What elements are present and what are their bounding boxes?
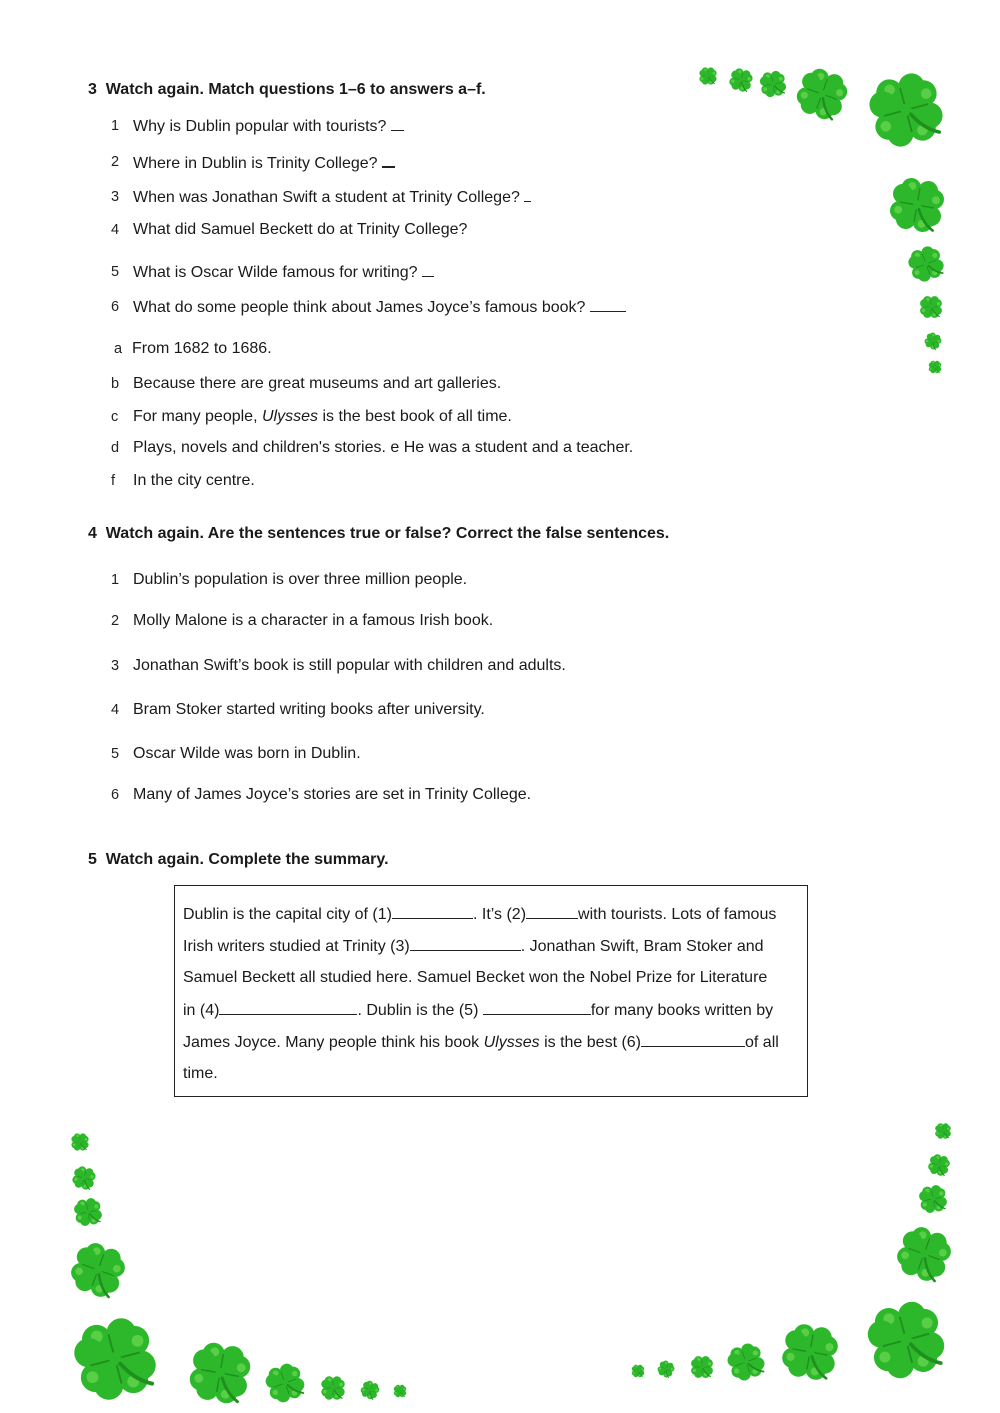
summary-blank-1[interactable] — [392, 904, 473, 919]
question-number: 2 — [111, 154, 120, 170]
question-text: Where in Dublin is Trinity College? — [133, 155, 378, 172]
sentence-4: Bram Stoker started writing books after university. — [133, 701, 485, 718]
answer-letter: f — [111, 473, 116, 489]
question-text: Why is Dublin popular with tourists? — [133, 118, 387, 135]
sentence-number: 2 — [111, 613, 120, 629]
summary-text: time. — [183, 1065, 218, 1082]
shamrock-icon — [933, 1121, 953, 1141]
question-number: 1 — [111, 118, 120, 134]
shamrock-icon — [359, 1379, 381, 1401]
sentence-number: 6 — [111, 787, 120, 803]
summary-blank-6[interactable] — [641, 1032, 745, 1047]
sentence-1: Dublin’s population is over three million people. — [133, 571, 468, 588]
shamrock-icon — [70, 1164, 98, 1192]
sentence-number: 5 — [111, 746, 120, 762]
shamrock-icon — [776, 1318, 844, 1386]
shamrock-icon — [916, 1182, 950, 1216]
exercise-4-title: Watch again. Are the sentences true or false? Correct the false sentences. — [105, 525, 670, 542]
sentence-number: 3 — [111, 658, 120, 674]
sentence-3: Jonathan Swift’s book is still popular with children and adults. — [133, 657, 566, 674]
shamrock-icon — [697, 65, 719, 87]
shamrock-icon — [262, 1360, 308, 1406]
exercise-5-heading — [88, 850, 389, 870]
summary-line-6 — [183, 1064, 218, 1084]
summary-line-4 — [183, 1000, 773, 1021]
summary-text: for many books written by — [590, 1002, 774, 1019]
summary-line-2 — [183, 936, 764, 957]
shamrock-icon — [318, 1373, 348, 1403]
question-4 — [133, 220, 467, 240]
answer-blank[interactable] — [391, 116, 404, 131]
summary-blank-4[interactable] — [219, 1000, 357, 1015]
exercise-3-heading — [88, 80, 486, 100]
summary-text: James Joyce. Many people think his book — [183, 1034, 480, 1051]
summary-blank-2[interactable] — [526, 904, 578, 919]
question-text: When was Jonathan Swift a student at Trinity College? — [133, 189, 520, 206]
summary-text: in (4) — [183, 1002, 220, 1019]
exercise-4-heading — [88, 524, 669, 544]
shamrock-icon — [926, 1152, 952, 1178]
answer-a: From 1682 to 1686. — [132, 340, 272, 357]
shamrock-icon — [905, 243, 947, 285]
summary-text: Dublin is the capital city of (1) — [183, 906, 392, 923]
answer-letter: d — [111, 440, 120, 456]
shamrock-icon — [630, 1363, 646, 1379]
answer-text: is the best book of all time. — [322, 408, 512, 425]
summary-line-3 — [183, 968, 767, 988]
question-text: What is Oscar Wilde famous for writing? — [133, 264, 418, 281]
answer-letter: a — [114, 341, 123, 357]
sentence-2: Molly Malone is a character in a famous Irish book. — [133, 612, 494, 629]
shamrock-icon — [923, 331, 943, 351]
answer-c — [133, 407, 512, 427]
shamrock-icon — [71, 1195, 105, 1229]
exercise-5-title: Watch again. Complete the summary. — [105, 851, 389, 868]
summary-text: Samuel Beckett all studied here. Samuel Becket won the Nobel Prize for Literature — [183, 969, 768, 986]
question-3 — [133, 187, 531, 208]
answer-d: Plays, novels and children's stories. e He was a student and a teacher. — [133, 439, 634, 456]
exercise-3-number: 3 — [88, 81, 97, 98]
summary-text: . Jonathan Swift, Bram Stoker and — [520, 938, 764, 955]
question-6 — [133, 297, 626, 318]
shamrock-icon — [724, 1340, 768, 1384]
summary-blank-5[interactable] — [483, 1000, 591, 1015]
shamrock-icon — [392, 1383, 408, 1399]
shamrock-icon — [862, 66, 950, 154]
exercise-5-number: 5 — [88, 851, 97, 868]
answer-blank[interactable] — [590, 297, 626, 312]
question-number: 3 — [111, 189, 120, 205]
shamrock-icon — [927, 359, 943, 375]
answer-blank[interactable] — [382, 152, 395, 168]
summary-line-1 — [183, 904, 776, 925]
summary-text: . It’s (2) — [472, 906, 527, 923]
summary-line-5 — [183, 1032, 779, 1053]
shamrock-icon — [66, 1238, 130, 1302]
summary-text: of all — [745, 1034, 779, 1051]
answer-blank[interactable] — [422, 262, 434, 277]
shamrock-icon — [792, 64, 852, 124]
answer-letter: b — [111, 376, 120, 392]
shamrock-icon — [757, 68, 789, 100]
shamrock-icon — [892, 1222, 956, 1286]
question-text: What do some people think about James Joyce’s famous book? — [133, 299, 586, 316]
exercise-3-title: Watch again. Match questions 1–6 to answers a–f. — [105, 81, 486, 98]
summary-text: . Dublin is the (5) — [357, 1002, 479, 1019]
question-1 — [133, 116, 404, 137]
question-5 — [133, 262, 434, 283]
book-title: Ulysses — [261, 408, 318, 425]
shamrock-icon — [688, 1353, 716, 1381]
exercise-4-number: 4 — [88, 525, 97, 542]
shamrock-icon — [656, 1359, 676, 1379]
shamrock-icon — [860, 1294, 952, 1386]
sentence-number: 1 — [111, 572, 120, 588]
shamrock-icon — [69, 1131, 91, 1153]
summary-text: with tourists. Lots of famous — [578, 906, 777, 923]
answer-text: For many people, — [133, 408, 258, 425]
question-2 — [133, 152, 395, 174]
question-number: 6 — [111, 299, 120, 315]
sentence-5: Oscar Wilde was born in Dublin. — [133, 745, 361, 762]
answer-blank[interactable] — [524, 187, 531, 202]
answer-f: In the city centre. — [133, 472, 255, 489]
sentence-number: 4 — [111, 702, 120, 718]
question-text: What did Samuel Beckett do at Trinity College? — [133, 221, 468, 238]
summary-text: is the best (6) — [544, 1034, 642, 1051]
summary-box — [174, 885, 808, 1097]
summary-blank-3[interactable] — [410, 936, 521, 951]
book-title: Ulysses — [483, 1034, 540, 1051]
sentence-6: Many of James Joyce’s stories are set in Trinity College. — [133, 786, 532, 803]
answer-b: Because there are great museums and art galleries. — [133, 375, 502, 392]
question-number: 4 — [111, 222, 120, 238]
shamrock-icon — [917, 293, 945, 321]
shamrock-icon — [884, 172, 950, 238]
shamrock-icon — [66, 1310, 164, 1408]
summary-text: Irish writers studied at Trinity (3) — [183, 938, 410, 955]
shamrock-icon — [727, 66, 755, 94]
answer-letter: c — [111, 409, 119, 425]
question-number: 5 — [111, 264, 120, 280]
shamrock-icon — [183, 1336, 257, 1410]
